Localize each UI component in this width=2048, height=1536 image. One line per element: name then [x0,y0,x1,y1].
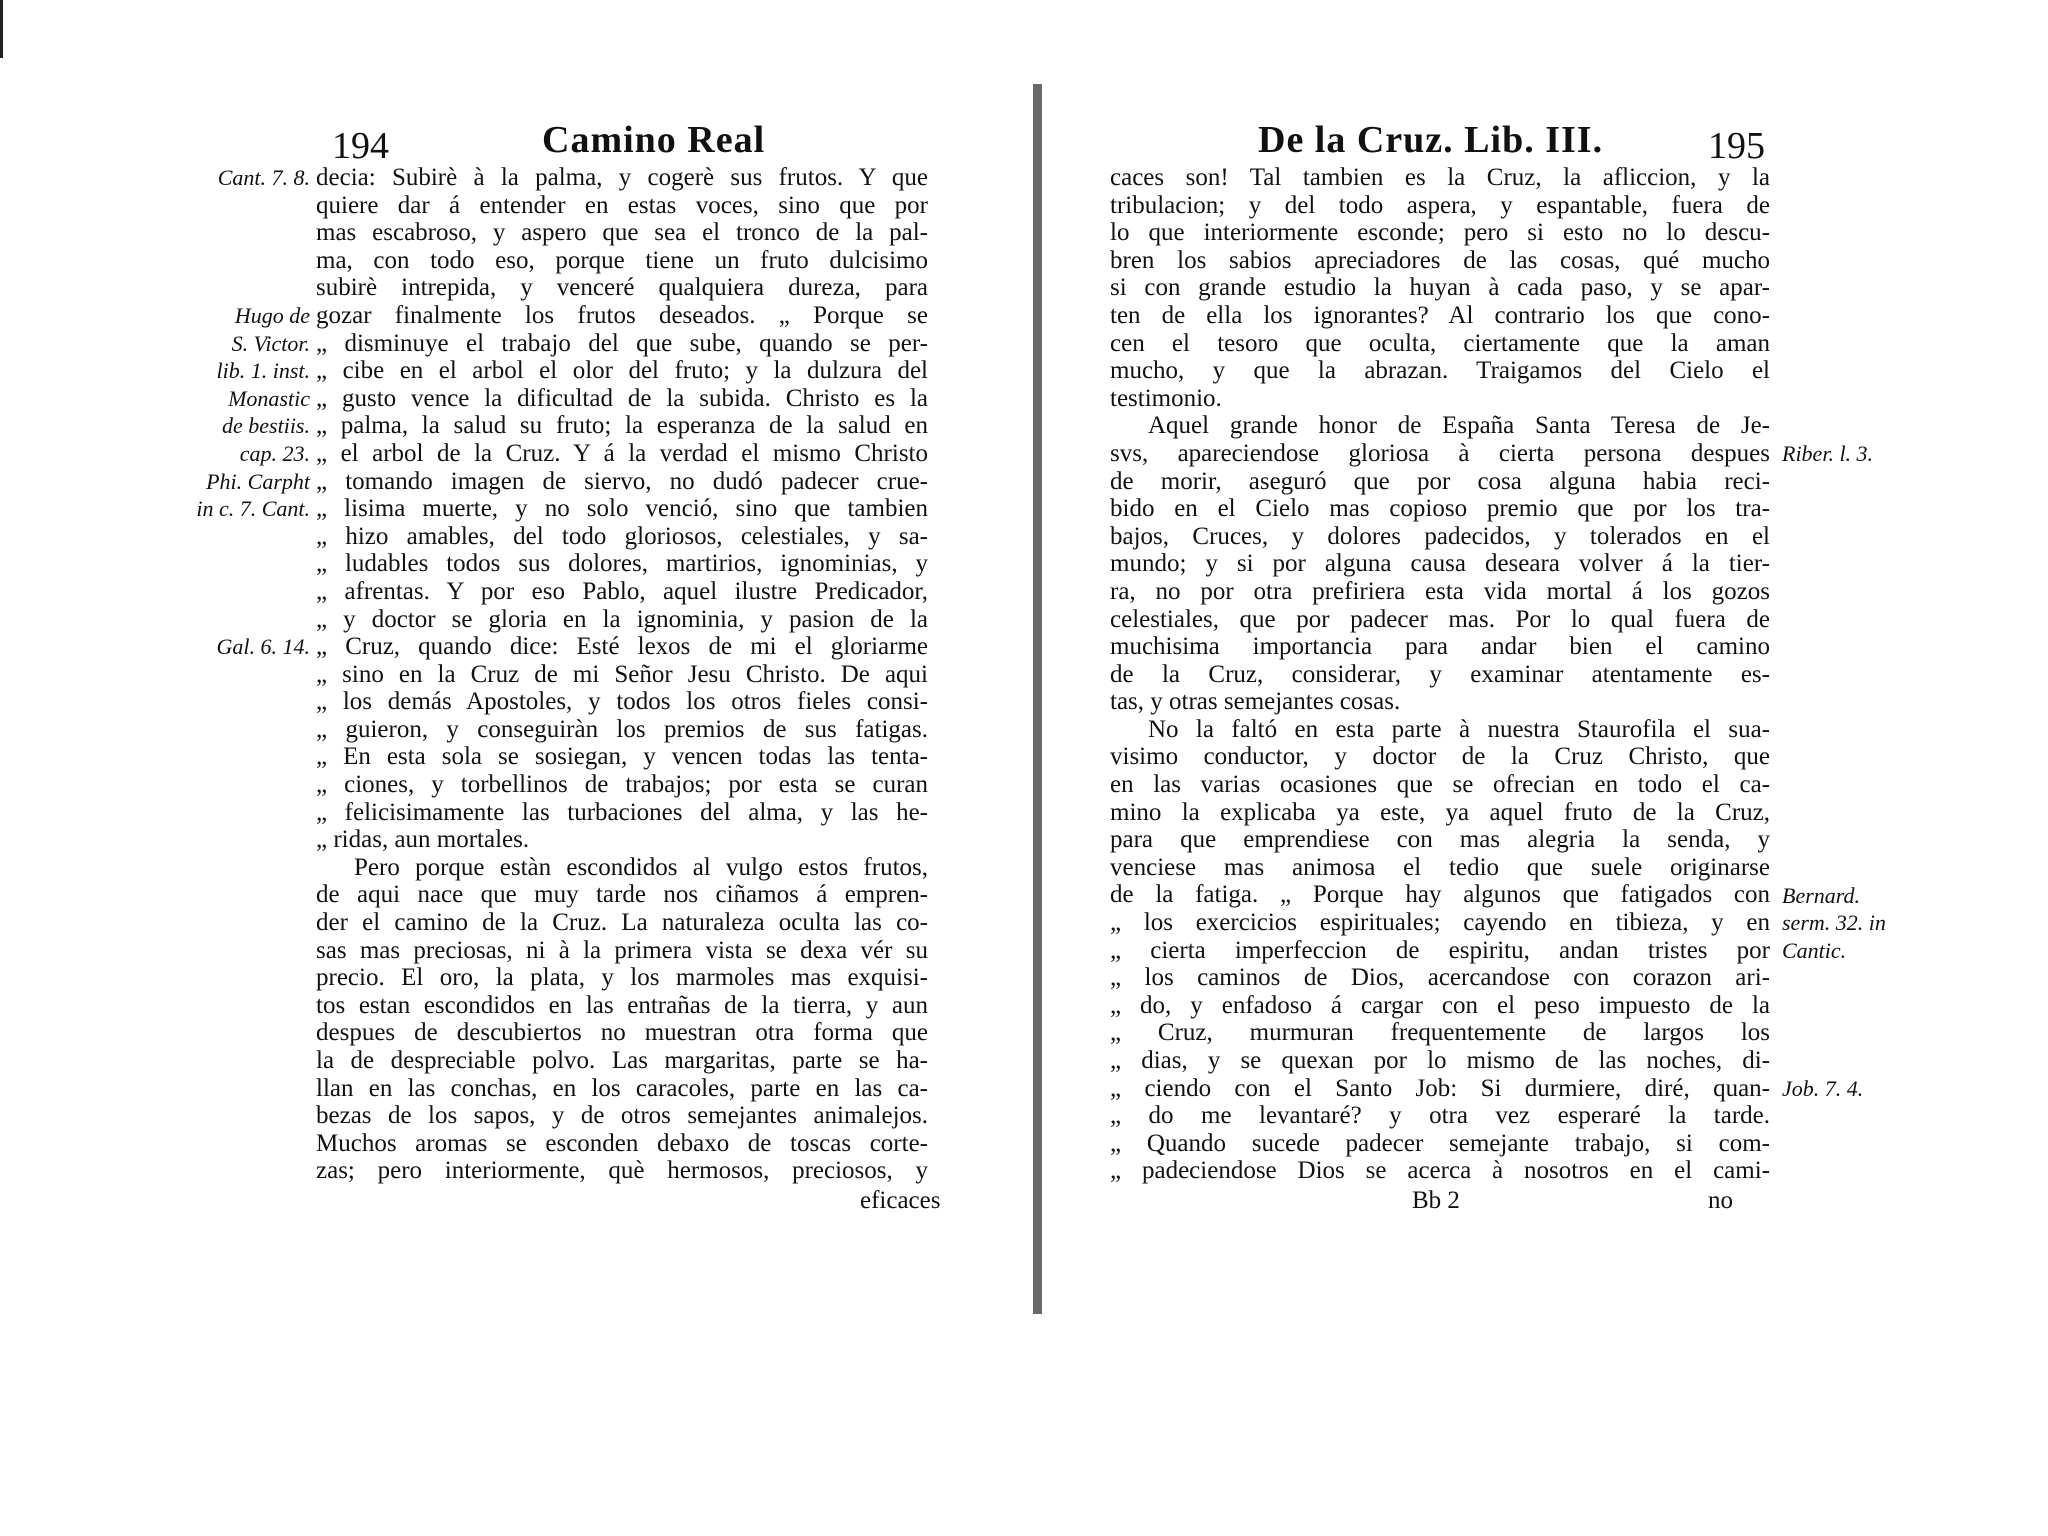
left-running-title: Camino Real [542,119,766,161]
text-line: Pero porque estàn escondidos al vulgo estos frutos, [354,853,928,881]
text-line: „ ridas, aun mortales. [316,826,530,854]
text-line: la de despreciable polvo. Las margaritas, parte se ha- [316,1047,928,1074]
text-line: „ ludables todos sus dolores, martirios, ignominias, y [316,550,928,578]
text-line: sas mas preciosas, ni à la primera vista se dexa vér su [316,936,928,964]
scan-edge-mark [0,0,3,58]
left-text-block [316,164,928,1185]
right-running-title: De la Cruz. Lib. III. [1258,119,1604,161]
text-line: ra, no por otra prefiriera esta vida mortal á los gozos [1110,577,1770,605]
text-line: „ do me levantaré? y otra vez esperaré la tarde. [1110,1102,1770,1130]
text-line: „ disminuye el trabajo del que sube, quando se per- [316,329,928,357]
text-line: „ gusto vence la dificultad de la subida. Christo es la [316,384,928,412]
margin-note: Monastic [228,385,310,411]
left-page [186,112,1006,1223]
text-line: si con grande estudio la huyan à cada paso, y se apar- [1110,274,1770,302]
book-gutter [1033,84,1042,1314]
text-line: venciese mas animosa el tedio que suele originarse [1110,853,1770,881]
text-line: bido en el Cielo mas copioso premio que por los tra- [1110,495,1770,523]
text-line: tas, y otras semejantes cosas. [1110,688,1401,716]
text-line: para que emprendiese con mas alegria la senda, y [1110,826,1770,854]
text-line: „ En esta sola se sosiegan, y vencen todas las tenta- [316,743,928,771]
right-catchword: no [1708,1187,1733,1214]
text-line: No la faltó en esta parte à nuestra Staurofila el sua- [1148,715,1770,743]
right-signature-mark: Bb 2 [1412,1187,1460,1214]
margin-note: cap. 23. [239,441,310,466]
text-line: „ los demás Apostoles, y todos los otros fieles consi- [316,688,928,716]
text-line: ten de ella los ignorantes? Al contrario los que cono- [1110,301,1770,329]
margin-note: in c. 7. Cant. [196,496,310,522]
right-page-body [1110,164,1910,1189]
text-line: tribulacion; y del todo aspera, y espantable, fuera de [1110,191,1770,219]
text-line: precio. El oro, la plata, y los marmoles mas exquisi- [316,964,928,992]
text-line: „ dias, y se quexan por lo mismo de las noches, di- [1110,1047,1770,1074]
margin-note: Phi. Carpht [206,468,310,494]
text-line: mino la explicaba ya este, ya aquel fruto de la Cruz, [1110,798,1770,826]
left-footer [186,1187,1006,1223]
text-line: de aqui nace que muy tarde nos ciñamos á empren- [316,881,928,909]
text-line: bren los sabios apreciadores de las cosas, qué mucho [1110,246,1770,274]
text-line: bajos, Cruces, y dolores padecidos, y tolerados en el [1110,522,1770,550]
text-line: de la Cruz, considerar, y examinar atentamente es- [1110,660,1770,688]
text-line: Muchos aromas se esconden debaxo de toscas corte- [316,1129,928,1157]
text-line: en las varias ocasiones que se ofrecian en todo el ca- [1110,771,1770,799]
text-line: mas escabroso, y aspero que sea el tronco de la pal- [316,219,928,247]
right-page-number: 195 [1708,125,1765,167]
margin-note: serm. 32. in [1782,910,1886,936]
text-line: subirè intrepida, y venceré qualquiera dureza, para [316,274,928,302]
text-line: celestiales, que por padecer mas. Por lo qual fuera de [1110,605,1770,633]
text-line: „ Quando sucede padecer semejante trabajo, si com- [1110,1129,1770,1157]
text-line: svs, apareciendose gloriosa à cierta persona despues [1110,439,1770,467]
text-line: „ ciones, y torbellinos de trabajos; por esta se curan [316,771,928,799]
text-line: der el camino de la Cruz. La naturaleza oculta las co- [316,909,928,937]
left-running-head [186,112,1006,167]
text-line: de morir, aseguró que por cosa alguna habia reci- [1110,467,1770,495]
margin-note: Bernard. [1782,882,1861,908]
text-line: „ lisima muerte, y no solo venció, sino que tambien [316,495,928,523]
text-line: „ los exercicios espirituales; cayendo en tibieza, y en [1110,909,1770,937]
margin-note: Hugo de [234,303,310,328]
text-line: de la fatiga. „ Porque hay algunos que fatigados con [1110,881,1770,909]
text-line: „ hizo amables, del todo gloriosos, celestiales, y sa- [316,522,928,550]
text-line: lo que interiormente esconde; pero si esto no lo descu- [1110,219,1770,247]
text-line: cen el tesoro que oculta, ciertamente que la aman [1110,329,1770,357]
margin-note: S. Victor. [231,330,310,356]
right-running-head [1110,112,1910,167]
margin-note: Riber. l. 3. [1782,441,1874,466]
left-catchword: eficaces [860,1187,941,1214]
text-line: „ cibe en el arbol el olor del fruto; y la dulzura del [316,357,928,385]
text-line: „ cierta imperfeccion de espiritu, andan tristes por [1110,936,1770,964]
text-line: ma, con todo eso, porque tiene un fruto dulcisimo [316,246,928,274]
right-page [1110,112,1910,1223]
text-line: llan en las conchas, en los caracoles, parte en las ca- [316,1074,928,1102]
text-line: „ y doctor se gloria en la ignominia, y pasion de la [316,605,928,633]
text-line: zas; pero interiormente, què hermosos, preciosos, y [316,1157,928,1185]
margin-note: Cant. 7. 8. [217,165,310,190]
text-line: bezas de los sapos, y de otros semejantes animalejos. [316,1102,928,1130]
margin-note: de bestiis. [222,413,310,439]
text-line: despues de descubiertos no muestran otra forma que [316,1019,928,1047]
text-line: gozar finalmente los frutos deseados. „ Porque se [316,301,928,329]
text-line: testimonio. [1110,384,1222,412]
text-line: muchisima importancia para andar bien el camino [1110,633,1770,661]
text-line: visimo conductor, y doctor de la Cruz Christo, que [1110,743,1770,771]
text-line: caces son! Tal tambien es la Cruz, la afliccion, y la [1110,164,1770,191]
text-line: „ ciendo con el Santo Job: Si durmiere, diré, quan- [1110,1074,1770,1102]
margin-note: lib. 1. inst. [216,358,310,384]
text-line: Aquel grande honor de España Santa Teresa de Je- [1148,412,1770,440]
text-line: „ guieron, y conseguiràn los premios de sus fatigas. [316,715,928,743]
text-line: „ felicisimamente las turbaciones del alma, y las he- [316,798,928,826]
text-line: „ tomando imagen de siervo, no dudó padecer crue- [316,467,928,495]
margin-note: Gal. 6. 14. [216,634,310,660]
margin-note: Cantic. [1782,937,1847,963]
text-line: „ palma, la salud su fruto; la esperanza de la salud en [316,412,928,440]
left-page-body [186,164,1006,1189]
text-line: decia: Subirè à la palma, y cogerè sus frutos. Y que [316,164,928,191]
text-line: mucho, y que la abrazan. Traigamos del Cielo el [1110,357,1770,385]
text-line: „ el arbol de la Cruz. Y á la verdad el mismo Christo [316,439,928,467]
text-line: „ afrentas. Y por eso Pablo, aquel ilustre Predicador, [316,577,928,605]
text-line: „ Cruz, murmuran frequentemente de largos los [1110,1019,1770,1047]
text-line: „ los caminos de Dios, acercandose con corazon ari- [1110,964,1770,992]
text-line: „ sino en la Cruz de mi Señor Jesu Christo. De aqui [316,660,928,688]
right-text-block [1110,164,1770,1185]
text-line: „ Cruz, quando dice: Esté lexos de mi el gloriarme [316,633,928,661]
text-line: mundo; y si por alguna causa deseara volver á la tier- [1110,550,1770,578]
text-line: „ padeciendose Dios se acerca à nosotros en el cami- [1110,1157,1770,1185]
text-line: quiere dar á entender en estas voces, sino que por [316,191,928,219]
text-line: tos estan escondidos en las entrañas de la tierra, y aun [316,991,928,1019]
left-page-number: 194 [332,125,389,167]
margin-note: Job. 7. 4. [1782,1075,1864,1101]
text-line: „ do, y enfadoso á cargar con el peso impuesto de la [1110,991,1770,1019]
right-footer [1110,1187,1910,1223]
